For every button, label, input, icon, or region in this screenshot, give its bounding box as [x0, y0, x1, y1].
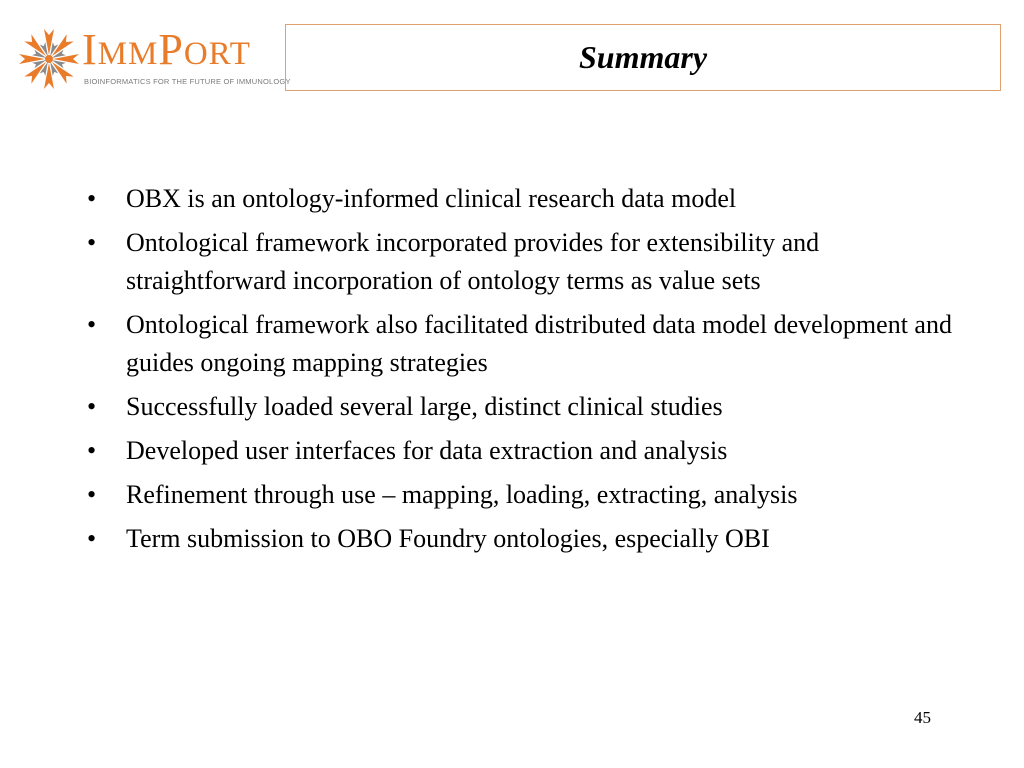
logo-letters-ort: ORT	[183, 36, 251, 72]
bullet-text: Ontological framework also facilitated distributed data model development and guides ongoing mapping strategies	[126, 310, 952, 377]
bullet-text: Successfully loaded several large, distinct clinical studies	[126, 392, 723, 421]
bullet-item	[87, 520, 957, 558]
bullet-marker: •	[87, 310, 97, 339]
immport-logo	[14, 22, 291, 96]
logo-letter-i: I	[82, 25, 98, 74]
bullet-item	[87, 476, 957, 514]
bullet-list	[87, 180, 957, 564]
bullet-marker: •	[87, 480, 97, 509]
bullet-marker: •	[87, 184, 97, 213]
logo-letters-mm: MM	[97, 36, 159, 72]
logo-letter-p: P	[158, 25, 184, 74]
bullet-item	[87, 306, 957, 382]
bullet-text: OBX is an ontology-informed clinical research data model	[126, 184, 737, 213]
logo-wordmark	[82, 25, 251, 76]
bullet-marker: •	[87, 228, 97, 257]
bullet-text: Developed user interfaces for data extraction and analysis	[126, 436, 728, 465]
logo-tagline: BIOINFORMATICS FOR THE FUTURE OF IMMUNOLOGY	[84, 77, 291, 86]
bullet-item	[87, 388, 957, 426]
slide-title: Summary	[578, 39, 708, 75]
bullet-item	[87, 180, 957, 218]
bullet-marker: •	[87, 392, 97, 421]
bullet-item	[87, 432, 957, 470]
bullet-text: Ontological framework incorporated provides for extensibility and straightforward incorporation of ontology terms as value sets	[126, 228, 820, 295]
page-number: 45	[914, 708, 931, 727]
immport-starburst-icon	[14, 24, 84, 94]
bullet-text: Refinement through use – mapping, loading, extracting, analysis	[126, 480, 798, 509]
title-box	[285, 24, 1001, 91]
bullet-marker: •	[87, 524, 97, 553]
bullet-item	[87, 224, 957, 300]
bullet-text: Term submission to OBO Foundry ontologies, especially OBI	[126, 524, 770, 553]
bullet-marker: •	[87, 436, 97, 465]
